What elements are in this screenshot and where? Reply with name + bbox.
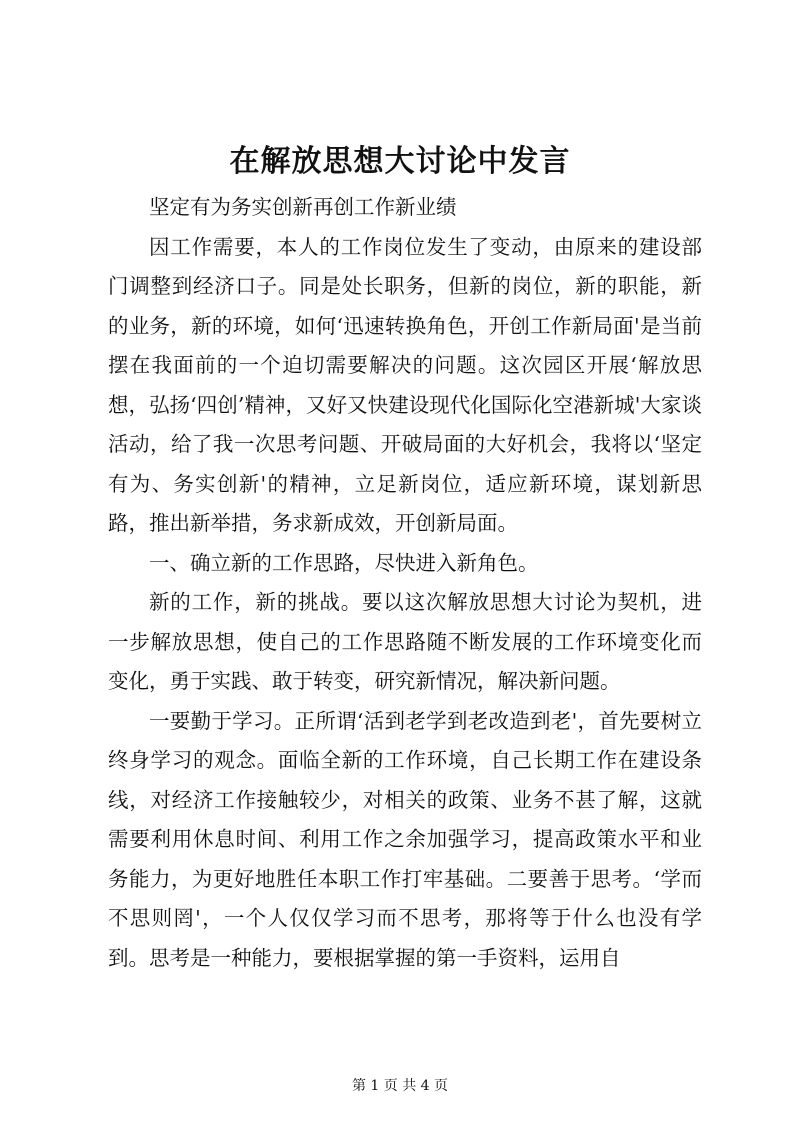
section-heading: 一、确立新的工作思路，尽快进入新角色。	[149, 550, 539, 575]
page-number-footer: 第 1 页 共 4 页	[351, 1078, 449, 1094]
page-title: 在解放思想大讨论中发言	[229, 144, 571, 179]
subtitle-paragraph: 坚定有为务实创新再创工作新业绩	[149, 195, 457, 219]
document-body	[108, 188, 702, 978]
body-paragraph: 一要勤于学习。正所谓‘活到老学到老改造到老'，首先要树立终身学习的观念。面临全新的工作环境，自己长期工作在建设条线，对经济工作接触较少，对相关的政策、业务不甚了解，这就需要利用休息时间、利用工作之余加强学习，提高政策水平和业务能力，为更好地胜任本职工作打牢基础。二要善于思考。‘学而不思则罔'，一个人仅仅学习而不思考，那将等于什么也没有学到。思考是一种能力，要根据掌握的第一手资料，运用自	[108, 708, 702, 970]
body-paragraph: 新的工作，新的挑战。要以这次解放思想大讨论为契机，进一步解放思想，使自己的工作思路随不断发展的工作环境变化而变化，勇于实践、敢于转变，研究新情况，解决新问题。	[108, 590, 702, 693]
body-paragraph: 因工作需要，本人的工作岗位发生了变动，由原来的建设部门调整到经济口子。同是处长职务，但新的岗位，新的职能，新的业务，新的环境，如何‘迅速转换角色，开创工作新局面'是当前摆在我面前的一个迫切需要解决的问题。这次园区开展‘解放思想，弘扬‘四创’精神，又好又快建设现代化国际化空港新城'大家谈活动，给了我一次思考问题、开破局面的大好机会，我将以‘坚定有为、务实创新'的精神，立足新岗位，适应新环境，谋划新思路，推出新举措，务求新成效，开创新局面。	[108, 234, 702, 535]
